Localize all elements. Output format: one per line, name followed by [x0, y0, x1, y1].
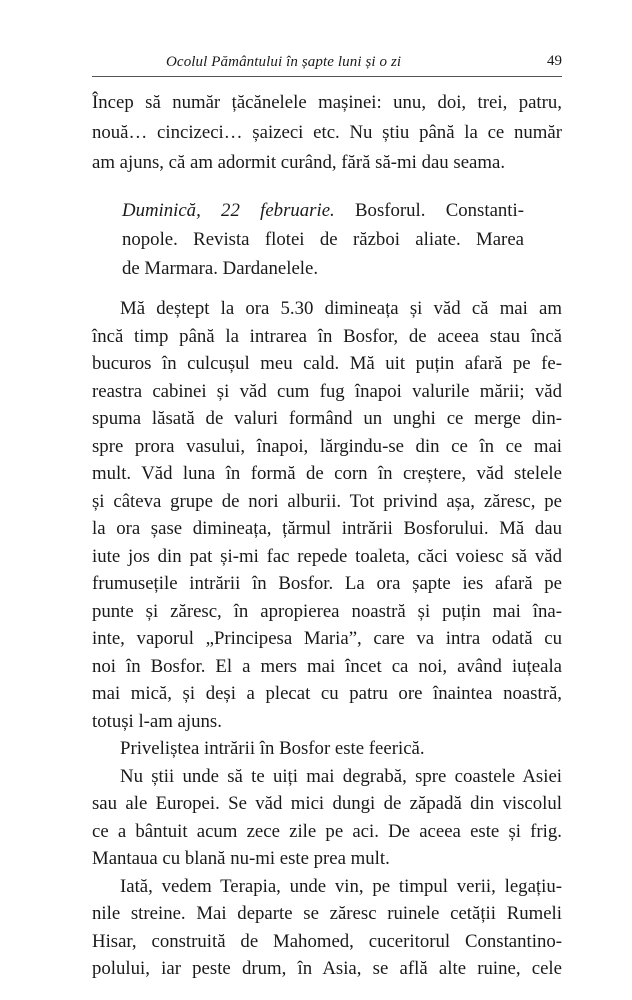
dateline-line [122, 198, 524, 224]
running-header [92, 52, 562, 77]
running-header-title: Ocolul Pământului în șapte luni și o zi [166, 54, 402, 70]
text-line: noi în Bosfor. El a mers mai încet ca noi, având iuțeala [92, 655, 562, 677]
text-line: încă timp până la intrarea în Bosfor, de aceea stau încă [92, 325, 562, 347]
page-number: 49 [547, 53, 562, 69]
text-line: inte, vaporul „Principesa Maria”, care va intra odată cu [92, 628, 562, 649]
text-line: punte și zăresc, în apropierea noastră și puțin mai îna- [92, 600, 562, 622]
text-line: frumusețile intrării în Bosfor. La ora șapte ies afară pe [92, 573, 562, 594]
text-line: reastra cabinei și văd cum fug înapoi valurile mării; văd [92, 380, 562, 402]
text-line: am ajuns, că am adormit curând, fără să-mi dau seama. [92, 152, 506, 173]
text-line: spre prora vasului, înapoi, lărgindu-se din ce în ce mai [92, 435, 562, 457]
text-line: polului, iar peste drum, în Asia, se află alte ruine, cele [92, 958, 562, 979]
text-line: spuma lăsată de valuri formând un unghi ce merge din- [92, 408, 562, 429]
text-line: Mă deștept la ora 5.30 dimineața și văd că mai am [120, 298, 562, 319]
text-line: iute jos din pat și-mi fac repede toaleta, căci voiesc să văd [92, 545, 562, 567]
text-line: Hisar, construită de Mahomed, cuceritorul Constantino- [92, 930, 562, 952]
dateline-date: Duminică, 22 februarie. [122, 200, 335, 221]
text-line: bucuros în culcușul meu cald. Mă uit puțin afară pe fe- [92, 353, 562, 374]
text-line: Priveliștea intrării în Bosfor este feerică. [120, 738, 425, 759]
text-line: și câteva grupe de nori alburii. Tot privind așa, zăresc, pe [92, 490, 562, 512]
text-line: ce a bântuit acum zece zile pe aci. De aceea este și frig. [92, 820, 562, 842]
dateline-line: nopole. Revista flotei de război aliate. Marea [122, 229, 524, 250]
dateline-line: de Marmara. Dardanelele. [122, 258, 319, 279]
text-line: sau ale Europei. Se văd mici dungi de zăpadă din viscolul [92, 793, 562, 814]
text-line: la ora șase dimineața, țărmul intrării Bosforului. Mă dau [92, 518, 562, 539]
dateline-text: Bosforul. Constanti- [334, 200, 525, 221]
text-line: mult. Văd luna în formă de corn în creștere, văd stelele [92, 463, 562, 484]
text-line: Nu știi unde să te uiți mai degrabă, spre coastele Asiei [120, 765, 562, 787]
text-line: nile streine. Mai departe se zăresc ruinele cetății Rumeli [92, 903, 562, 924]
text-line: Iată, vedem Terapia, unde vin, pe timpul verii, legațiu- [120, 875, 562, 897]
text-line: nouă… cincizeci… șaizeci etc. Nu știu până la ce număr [92, 122, 562, 143]
text-line: Încep să număr țăcănelele mașinei: unu, doi, trei, patru, [92, 92, 562, 113]
text-line: mai mică, și deși a plecat cu patru ore înaintea noastră, [92, 683, 562, 704]
text-line: Mantaua cu blană nu-mi este prea mult. [92, 848, 390, 869]
text-line: totuși l-am ajuns. [92, 710, 222, 732]
